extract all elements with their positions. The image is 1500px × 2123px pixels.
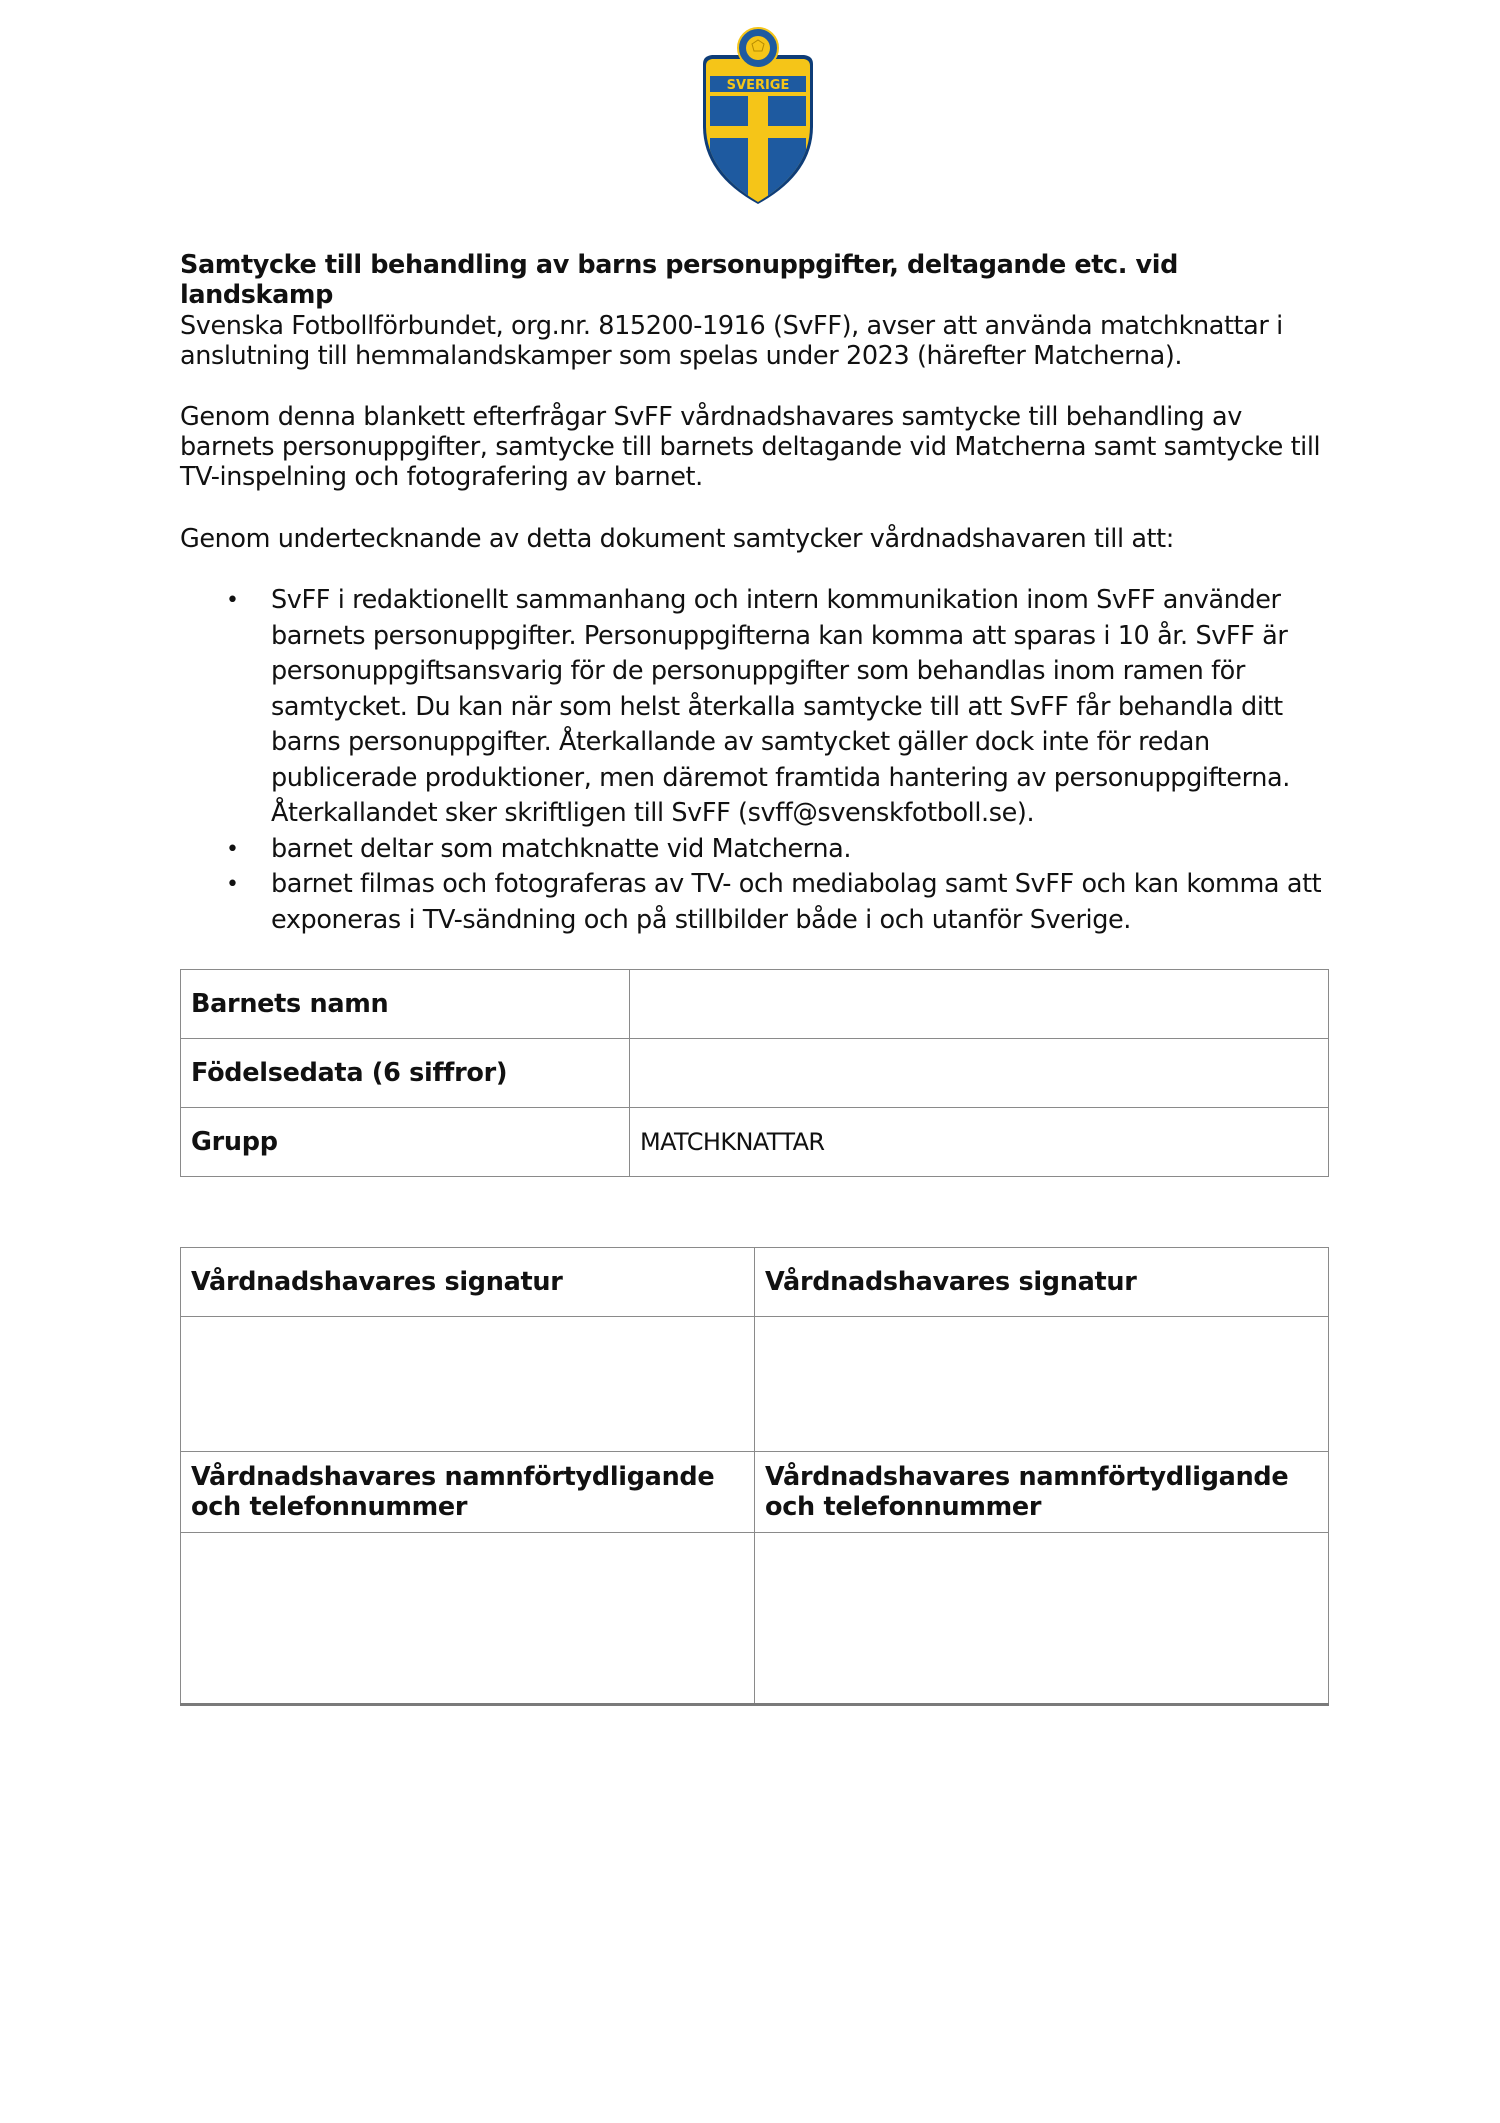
table-row — [181, 1452, 1329, 1533]
consent-item — [180, 583, 1330, 832]
guardian-2-name-phone-label: Vårdnadshavares namnförtydligande och telefonnummer — [755, 1452, 1329, 1533]
document-title: Samtycke till behandling av barns personuppgifter, deltagande etc. vid landskamp — [180, 250, 1178, 310]
child-name-label: Barnets namn — [181, 970, 630, 1039]
birthdate-label: Födelsedata (6 siffror) — [181, 1039, 630, 1108]
child-name-field[interactable] — [630, 970, 1329, 1039]
consent-item-text: barnet deltar som matchknatte vid Matcherna. — [271, 833, 852, 864]
consent-list — [180, 583, 1330, 938]
request-paragraph: Genom denna blankett efterfrågar SvFF vårdnadshavares samtycke till behandling av barnets personuppgifter, samtycke till barnets deltagande vid Matcherna samt samtycke till TV-inspelning och fotografering av barnet. — [180, 402, 1321, 492]
intro-paragraph: Svenska Fotbollförbundet, org.nr. 815200-1916 (SvFF), avser att använda matchknattar i anslutning till hemmalandskamper som spelas under 2023 (härefter Matcherna). — [180, 311, 1283, 371]
bullet-icon: • — [226, 872, 239, 897]
consent-intro-paragraph: Genom undertecknande av detta dokument samtycker vårdnadshavaren till att: — [180, 524, 1174, 554]
birthdate-field[interactable] — [630, 1039, 1329, 1108]
svg-text:SVERIGE: SVERIGE — [726, 78, 790, 93]
table-row — [181, 1317, 1329, 1452]
consent-item — [180, 832, 1330, 868]
table-row — [181, 1248, 1329, 1317]
table-row — [181, 1039, 1329, 1108]
guardian-2-signature-field[interactable] — [755, 1317, 1329, 1452]
guardian-2-signature-label: Vårdnadshavares signatur — [755, 1248, 1329, 1317]
bullet-icon: • — [226, 588, 239, 613]
group-value: MATCHKNATTAR — [630, 1108, 1329, 1177]
consent-item-text: SvFF i redaktionellt sammanhang och intern kommunikation inom SvFF använder barnets personuppgifter. Personuppgifterna kan komma att sparas i 10 år. SvFF är personuppgiftsansvarig för de personuppgifter som behandlas inom ramen för samtycket. Du kan när som helst återkalla samtycke till att SvFF får behandla ditt barns personuppgifter. Återkallande av samtycket gäller dock inte för redan publicerade produktioner, men däremot framtida hantering av personuppgifterna. Återkallandet sker skriftligen till SvFF (svff@svenskfotboll.se). — [271, 585, 1290, 828]
guardian-1-signature-field[interactable] — [181, 1317, 755, 1452]
sverige-crest-logo — [700, 26, 816, 204]
group-label: Grupp — [181, 1108, 630, 1177]
guardian-1-name-phone-field[interactable] — [181, 1533, 755, 1705]
table-row — [181, 970, 1329, 1039]
bullet-icon: • — [226, 836, 239, 862]
guardian-signature-table — [180, 1247, 1329, 1706]
consent-item — [180, 867, 1330, 938]
guardian-1-signature-label: Vårdnadshavares signatur — [181, 1248, 755, 1317]
table-row — [181, 1108, 1329, 1177]
guardian-2-name-phone-field[interactable] — [755, 1533, 1329, 1705]
consent-item-text: barnet filmas och fotograferas av TV- och mediabolag samt SvFF och kan komma att exponeras i TV-sändning och på stillbilder både i och utanför Sverige. — [271, 869, 1322, 935]
child-info-table — [180, 969, 1329, 1177]
guardian-1-name-phone-label: Vårdnadshavares namnförtydligande och telefonnummer — [181, 1452, 755, 1533]
table-row — [181, 1533, 1329, 1705]
